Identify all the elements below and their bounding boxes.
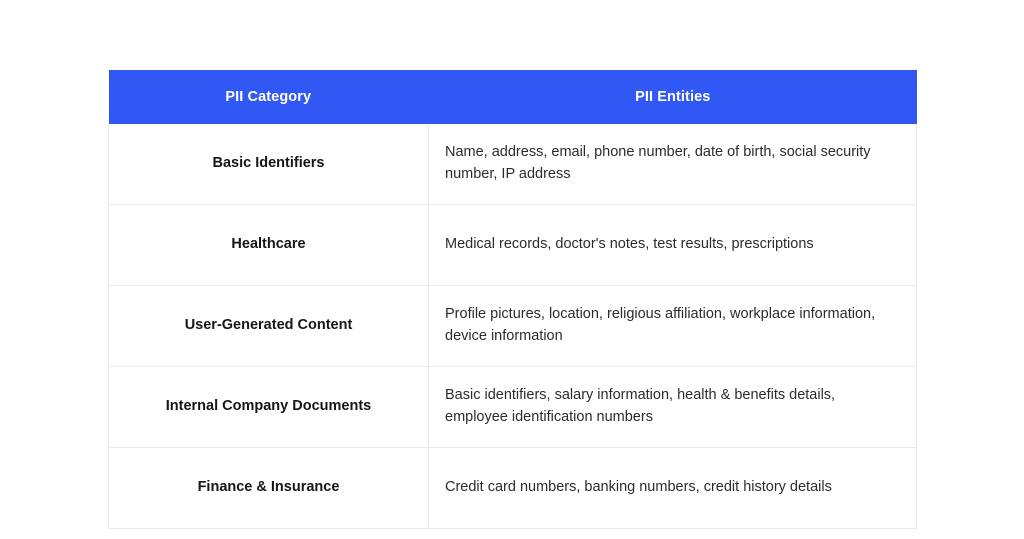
table-row [109,124,917,205]
table-header [109,70,917,124]
cell-category: Finance & Insurance [109,448,429,529]
table-row [109,367,917,448]
cell-category: Basic Identifiers [109,124,429,205]
cell-entities: Basic identifiers, salary information, health & benefits details, employee identification numbers [429,367,917,448]
cell-entities: Medical records, doctor's notes, test results, prescriptions [429,205,917,286]
cell-category: Healthcare [109,205,429,286]
table-row [109,448,917,529]
pii-table-container [108,70,916,529]
pii-table [108,70,917,529]
cell-category: Internal Company Documents [109,367,429,448]
column-header-pii-category: PII Category [109,70,429,124]
cell-entities: Name, address, email, phone number, date of birth, social security number, IP address [429,124,917,205]
table-row [109,205,917,286]
cell-entities: Profile pictures, location, religious affiliation, workplace information, device information [429,286,917,367]
cell-entities: Credit card numbers, banking numbers, credit history details [429,448,917,529]
table-body [109,124,917,529]
table-row [109,286,917,367]
column-header-pii-entities: PII Entities [429,70,917,124]
cell-category: User-Generated Content [109,286,429,367]
table-header-row [109,70,917,124]
